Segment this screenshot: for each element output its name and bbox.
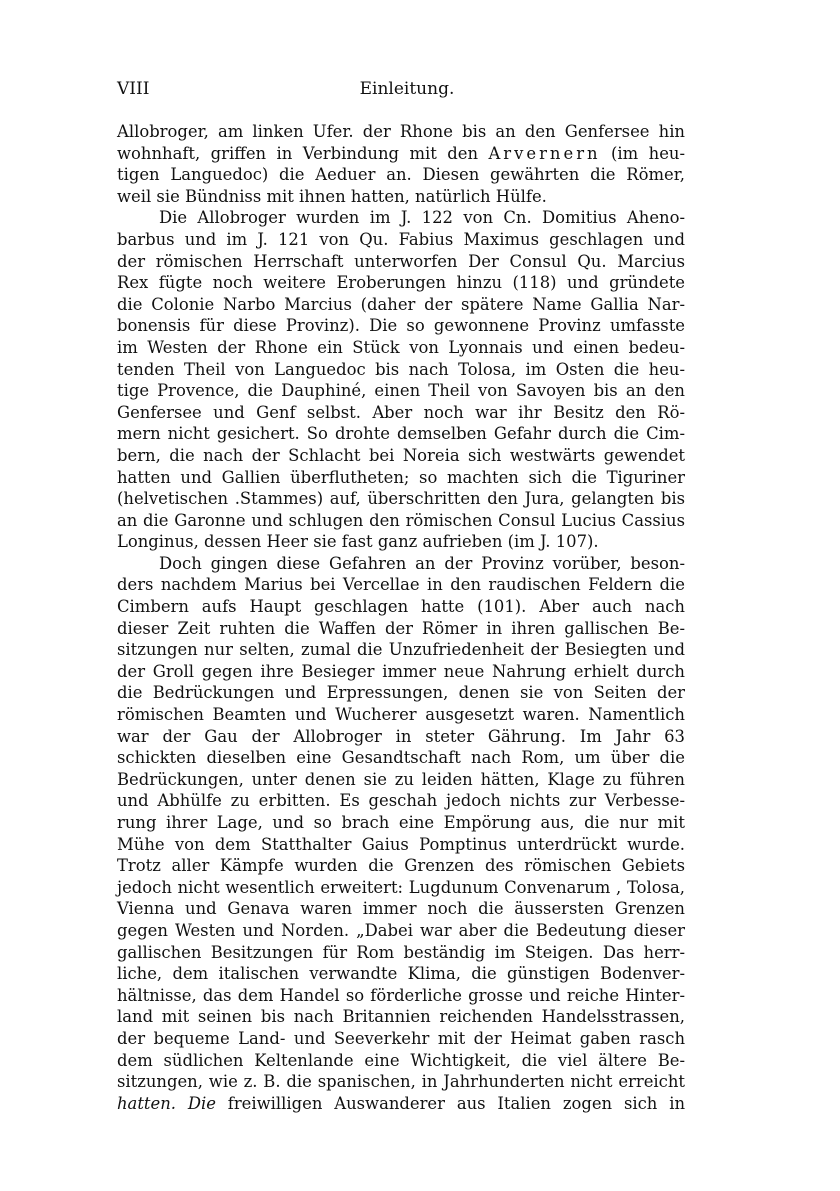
text-line: weil sie Bündniss mit ihnen hatten, natürlich Hülfe.	[117, 186, 547, 206]
text-line: Vienna und Genava waren immer noch die äussersten Grenzen	[117, 899, 685, 919]
paragraph	[117, 553, 685, 1114]
text-line: römischen Beamten und Wucherer ausgesetzt waren. Namentlich	[117, 705, 685, 725]
text-line: land mit seinen bis nach Britannien reichenden Handelsstrassen,	[117, 1007, 685, 1027]
text-line: Mühe von dem Statthalter Gaius Pomptinus unterdrückt wurde.	[117, 834, 685, 854]
text-line: Rex fügte noch weitere Eroberungen hinzu (118) und gründete	[117, 273, 685, 293]
text-line: ders nachdem Marius bei Vercellae in den raudischen Feldern die	[117, 575, 685, 595]
text-line: sitzungen, wie z. B. die spanischen, in Jahrhunderten nicht erreicht	[117, 1072, 685, 1092]
text-line: tige Provence, die Dauphiné, einen Theil von Savoyen bis an den	[117, 381, 685, 401]
italic-word: Die	[175, 1093, 216, 1113]
text-line: Bedrückungen, unter denen sie zu leiden hätten, Klage zu führen	[117, 769, 685, 789]
text-line: tigen Languedoc) die Aeduer an. Diesen gewährten die Römer,	[117, 165, 685, 185]
text-line: und Abhülfe zu erbitten. Es geschah jedoch nichts zur Verbesse-	[117, 791, 685, 811]
text-line: Cimbern aufs Haupt geschlagen hatte (101). Aber auch nach	[117, 597, 685, 617]
text-line: jedoch nicht wesentlich erweitert: Lugdunum Convenarum , Tolosa,	[117, 877, 685, 897]
body-text	[117, 121, 685, 1114]
text-line: die Colonie Narbo Marcius (daher der spätere Name Gallia Nar-	[117, 294, 685, 314]
paragraph	[117, 121, 685, 207]
text-line: Longinus, dessen Heer sie fast ganz aufrieben (im J. 107).	[117, 532, 599, 552]
text-line: hältnisse, das dem Handel so förderliche grosse und reiche Hinter-	[117, 985, 685, 1005]
text-line: Trotz aller Kämpfe wurden die Grenzen des römischen Gebiets	[117, 856, 685, 876]
text-line: barbus und im J. 121 von Qu. Fabius Maximus geschlagen und	[117, 229, 685, 249]
running-title: Einleitung.	[359, 79, 455, 99]
text-line	[117, 1093, 685, 1115]
text-line: schickten dieselben eine Gesandtschaft nach Rom, um über die	[117, 748, 685, 768]
text-line: der Groll gegen ihre Besieger immer neue Nahrung erhielt durch	[117, 661, 685, 681]
paragraph	[117, 207, 685, 553]
text-line: mern nicht gesichert. So drohte demselben Gefahr durch die Cim-	[117, 424, 685, 444]
text-line: dieser Zeit ruhten die Waffen der Römer in ihren gallischen Be-	[117, 618, 685, 638]
text-line: liche, dem italischen verwandte Klima, die günstigen Bodenver-	[117, 964, 685, 984]
text-line: sitzungen nur selten, zumal die Unzufriedenheit der Besiegten und	[117, 640, 685, 660]
text-line: im Westen der Rhone ein Stück von Lyonnais und einen bedeu-	[117, 337, 685, 357]
text-line: Allobroger, am linken Ufer. der Rhone bis an den Genfersee hin	[117, 122, 685, 141]
text-fragment: (im heu-	[600, 143, 685, 163]
text-line: Genfersee und Genf selbst. Aber noch war ihr Besitz den Rö-	[117, 402, 685, 422]
text-line: Doch gingen diese Gefahren an der Provinz vorüber, beson-	[159, 553, 685, 573]
text-line: war der Gau der Allobroger in steter Gährung. Im Jahr 63	[117, 726, 685, 746]
text-fragment: freiwilligen Auswanderer aus Italien zogen sich in	[215, 1093, 686, 1113]
running-header	[117, 78, 685, 100]
text-line: gallischen Besitzungen für Rom beständig im Steigen. Das herr-	[117, 942, 685, 962]
page-number: VIII	[117, 79, 150, 99]
text-line: dem südlichen Keltenlande eine Wichtigkeit, die viel ältere Be-	[117, 1050, 685, 1070]
text-line: der bequeme Land- und Seeverkehr mit der Heimat gaben rasch	[117, 1028, 685, 1048]
text-line: (helvetischen .Stammes) auf, überschritten den Jura, gelangten bis	[117, 489, 685, 509]
text-line: an die Garonne und schlugen den römischen Consul Lucius Cassius	[117, 510, 685, 530]
text-line: bern, die nach der Schlacht bei Noreia sich westwärts gewendet	[117, 445, 685, 465]
document-page	[117, 78, 685, 1114]
emphasized-name: Arvernern	[488, 143, 601, 163]
text-line: die Bedrückungen und Erpressungen, denen sie von Seiten der	[117, 683, 685, 703]
text-line: gegen Westen und Norden. „Dabei war aber die Bedeutung dieser	[117, 920, 685, 940]
text-line	[117, 143, 685, 165]
text-line: der römischen Herrschaft unterworfen Der Consul Qu. Marcius	[117, 251, 685, 271]
text-line: Die Allobroger wurden im J. 122 von Cn. Domitius Aheno-	[159, 208, 685, 228]
text-line: bonensis für diese Provinz). Die so gewonnene Provinz umfasste	[117, 316, 685, 336]
text-line: rung ihrer Lage, und so brach eine Empörung aus, die nur mit	[117, 813, 685, 832]
italic-word: hatten.	[117, 1093, 176, 1113]
text-line: tenden Theil von Languedoc bis nach Tolosa, im Osten die heu-	[117, 359, 685, 379]
text-line: hatten und Gallien überflutheten; so machten sich die Tiguriner	[117, 467, 685, 487]
text-fragment: wohnhaft, griffen in Verbindung mit den	[117, 143, 489, 163]
